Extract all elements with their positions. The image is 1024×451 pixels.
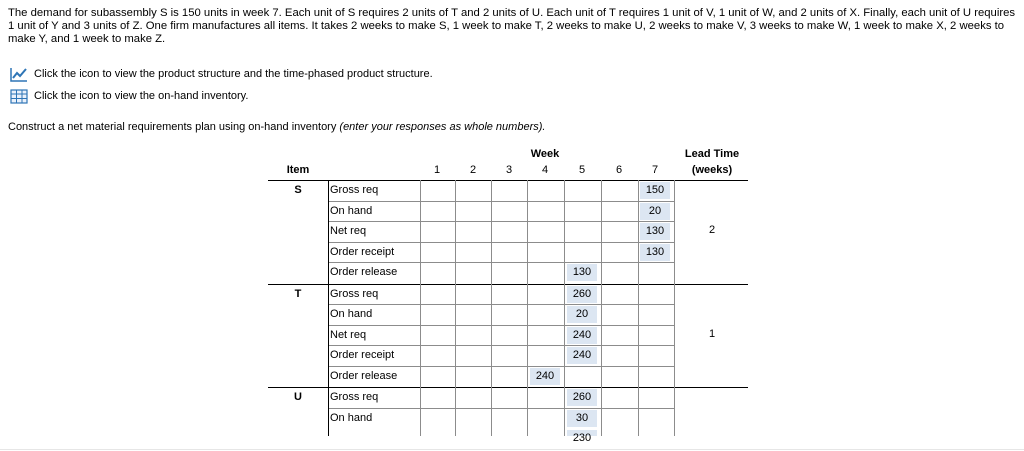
row-label-order-receipt: Order receipt bbox=[330, 245, 395, 258]
lead-time-t: 1 bbox=[708, 327, 716, 340]
item-code-s: S bbox=[294, 184, 302, 196]
week-header: Week bbox=[530, 148, 560, 160]
lead-time-header: Lead Time bbox=[684, 148, 740, 160]
row-label-gross-req: Gross req bbox=[330, 184, 379, 196]
row-label-on-hand: On hand bbox=[330, 204, 373, 217]
mrp-input-s-gross-req-week-7[interactable]: 150 bbox=[640, 182, 670, 199]
mrp-input-u-on-hand-week-5[interactable]: 30 bbox=[567, 410, 597, 427]
table-icon[interactable] bbox=[10, 89, 28, 104]
inventory-link[interactable] bbox=[10, 88, 248, 104]
week-column-border bbox=[638, 180, 639, 436]
week-column-border bbox=[564, 180, 565, 436]
mrp-input-t-order-release-week-4[interactable]: 240 bbox=[530, 368, 560, 385]
problem-statement: The demand for subassembly S is 150 units in week 7. Each unit of S requires 2 units of T and 2 units of U. Each unit of T requires 1 unit of V, 1 unit of W, and 2 units of X. Finally, each unit of U requires 1 unit of Y and 3 units of Z. One firm manufactures all items. It takes 2 weeks to make S, 1 week to make T, 2 weeks to make U, 2 weeks to make V, 3 weeks to make W, 1 week to make X, 2 weeks to make Y, and 1 week to make Z. bbox=[8, 7, 1016, 45]
product-structure-link[interactable] bbox=[10, 66, 433, 82]
row-divider bbox=[328, 345, 674, 346]
week-column-border bbox=[674, 180, 675, 436]
row-label-on-hand: On hand bbox=[330, 411, 373, 424]
mrp-input-s-on-hand-week-7[interactable]: 20 bbox=[640, 203, 670, 220]
week-column-border bbox=[491, 180, 492, 436]
lead-time-unit: (weeks) bbox=[691, 164, 733, 176]
row-divider bbox=[328, 242, 674, 243]
mrp-input-t-order-receipt-week-5[interactable]: 240 bbox=[567, 347, 597, 364]
row-label-order-receipt: Order receipt bbox=[330, 349, 395, 362]
instruction-text: Construct a net material requirements plan using on-hand inventory (enter your responses as whole numbers). bbox=[8, 121, 546, 133]
label-column-border bbox=[328, 180, 329, 436]
mrp-input-t-net-req-week-5[interactable]: 240 bbox=[567, 327, 597, 344]
week-column-border bbox=[455, 180, 456, 436]
week-number-3: 3 bbox=[505, 164, 513, 176]
week-column-border bbox=[601, 180, 602, 436]
row-label-gross-req: Gross req bbox=[330, 287, 379, 300]
row-label-gross-req: Gross req bbox=[330, 391, 379, 403]
row-label-net-req: Net req bbox=[330, 225, 367, 238]
mrp-input-s-order-receipt-week-7[interactable]: 130 bbox=[640, 244, 670, 261]
row-divider bbox=[328, 221, 674, 222]
page-bottom-border bbox=[0, 449, 1024, 450]
row-divider bbox=[328, 304, 674, 305]
week-number-7: 7 bbox=[651, 164, 659, 176]
item-header: Item bbox=[286, 164, 310, 176]
week-number-1: 1 bbox=[433, 164, 441, 176]
lead-time-s: 2 bbox=[708, 224, 716, 237]
item-code-t: T bbox=[294, 287, 302, 300]
row-divider bbox=[328, 262, 674, 263]
mrp-input-t-on-hand-week-5[interactable]: 20 bbox=[567, 306, 597, 323]
week-column-border bbox=[527, 180, 528, 436]
week-number-4: 4 bbox=[541, 164, 549, 176]
row-divider bbox=[328, 201, 674, 202]
row-divider bbox=[328, 366, 674, 367]
mrp-input-u-net-req-week-5[interactable]: 230 bbox=[567, 430, 597, 436]
week-number-6: 6 bbox=[615, 164, 623, 176]
mrp-input-t-gross-req-week-5[interactable]: 260 bbox=[567, 286, 597, 303]
week-number-5: 5 bbox=[578, 164, 586, 176]
line-chart-icon[interactable] bbox=[10, 67, 28, 82]
mrp-input-s-net-req-week-7[interactable]: 130 bbox=[640, 223, 670, 240]
product-structure-link-text[interactable]: Click the icon to view the product structure and the time-phased product structure. bbox=[34, 68, 433, 80]
week-number-2: 2 bbox=[469, 164, 477, 176]
mrp-input-s-order-release-week-5[interactable]: 130 bbox=[567, 264, 597, 281]
row-label-net-req: Net req bbox=[330, 328, 367, 341]
inventory-link-text[interactable]: Click the icon to view the on-hand inventory. bbox=[34, 90, 249, 102]
row-label-on-hand: On hand bbox=[330, 308, 373, 321]
row-divider bbox=[328, 408, 674, 409]
row-label-order-release: Order release bbox=[330, 369, 398, 382]
week-column-border bbox=[420, 180, 421, 436]
row-label-order-release: Order release bbox=[330, 266, 398, 279]
item-code-u: U bbox=[294, 391, 302, 403]
mrp-input-u-gross-req-week-5[interactable]: 260 bbox=[567, 389, 597, 406]
row-divider bbox=[328, 325, 674, 326]
